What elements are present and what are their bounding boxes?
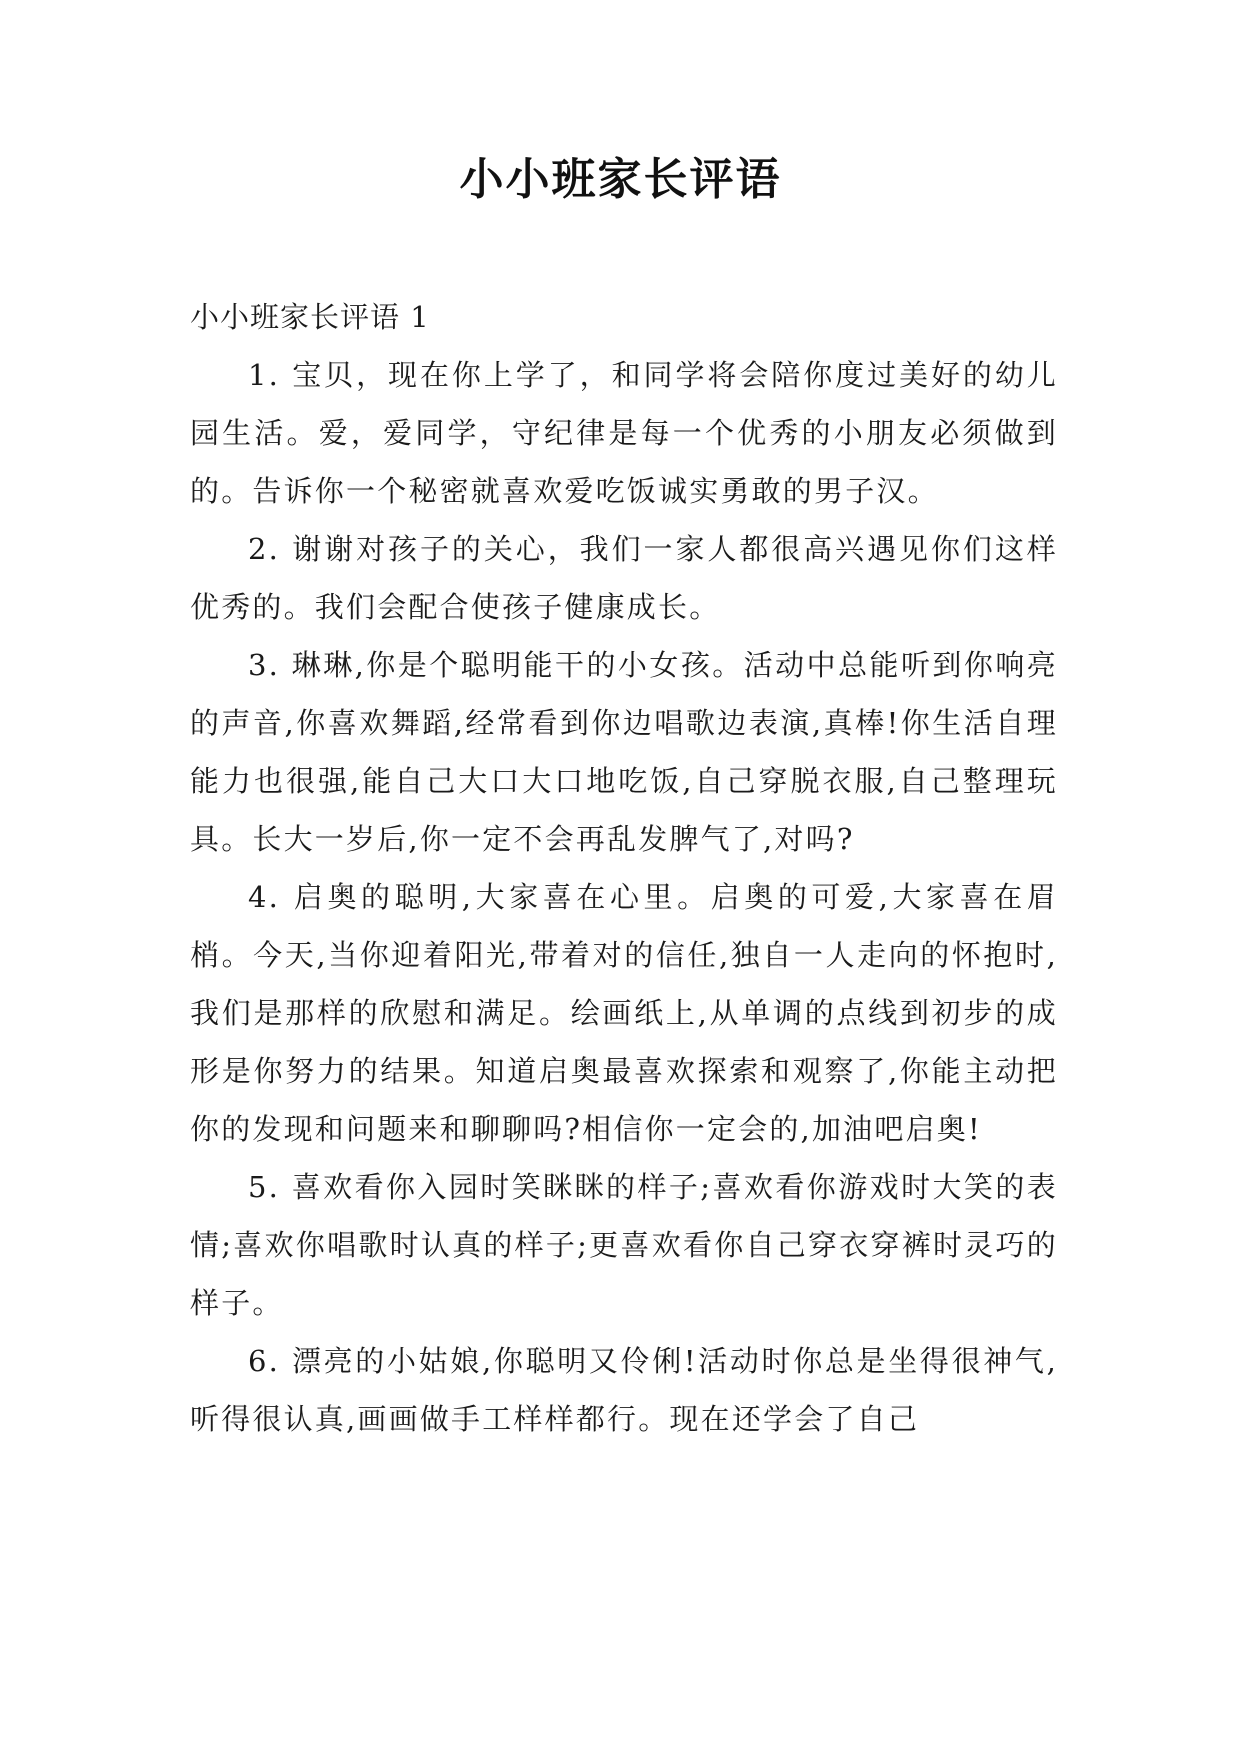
paragraph-4: 4. 启奥的聪明,大家喜在心里。启奥的可爱,大家喜在眉梢。今天,当你迎着阳光,带着对的信任,独自一人走向的怀抱时,我们是那样的欣慰和满足。绘画纸上,从单调的点线到初步的成形是你努力的结果。知道启奥最喜欢探索和观察了,你能主动把你的发现和问题来和聊聊吗?相信你一定会的,加油吧启奥! — [190, 880, 1058, 1146]
section-heading: 小小班家长评语 1 — [190, 300, 430, 334]
document-title: 小小班家长评语 — [459, 154, 782, 205]
paragraph-5: 5. 喜欢看你入园时笑眯眯的样子;喜欢看你游戏时大笑的表情;喜欢你唱歌时认真的样子;更喜欢看你自己穿衣穿裤时灵巧的样子。 — [190, 1170, 1058, 1320]
document-body — [190, 288, 1058, 1448]
paragraph-1: 1. 宝贝，现在你上学了，和同学将会陪你度过美好的幼儿园生活。爱，爱同学，守纪律是每一个优秀的小朋友必须做到的。告诉你一个秘密就喜欢爱吃饭诚实勇敢的男子汉。 — [190, 358, 1058, 508]
paragraph-2: 2. 谢谢对孩子的关心，我们一家人都很高兴遇见你们这样优秀的。我们会配合使孩子健康成长。 — [190, 532, 1058, 624]
paragraph-6: 6. 漂亮的小姑娘,你聪明又伶俐!活动时你总是坐得很神气,听得很认真,画画做手工样样都行。现在还学会了自己 — [190, 1344, 1058, 1436]
paragraph-3: 3. 琳琳,你是个聪明能干的小女孩。活动中总能听到你响亮的声音,你喜欢舞蹈,经常看到你边唱歌边表演,真棒!你生活自理能力也很强,能自己大口大口地吃饭,自己穿脱衣服,自己整理玩具。长大一岁后,你一定不会再乱发脾气了,对吗? — [190, 648, 1058, 856]
